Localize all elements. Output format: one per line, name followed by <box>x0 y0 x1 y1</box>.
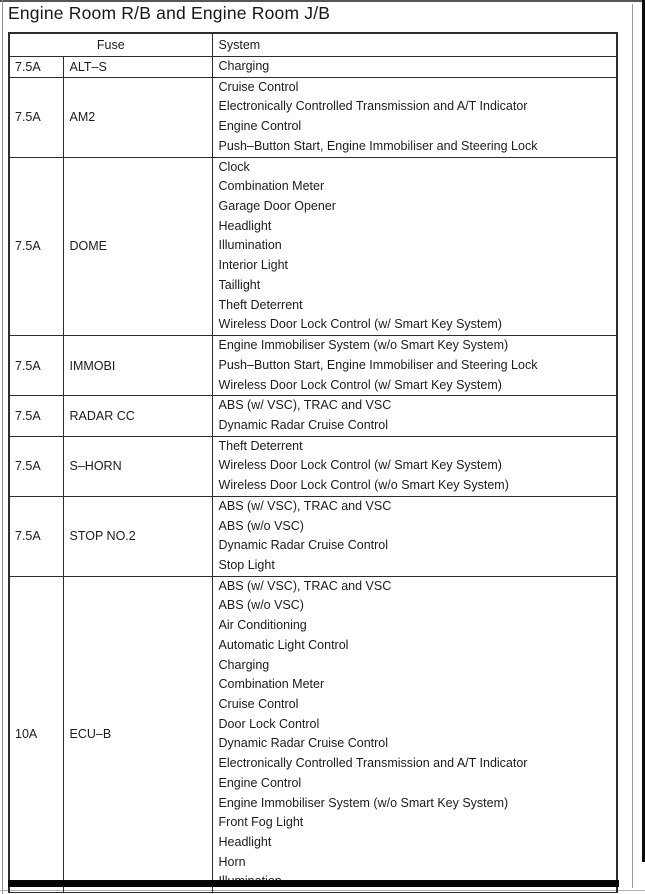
system-item: ABS (w/ VSC), TRAC and VSC <box>218 498 392 513</box>
system-item: Wireless Door Lock Control (w/ Smart Key System) <box>218 458 502 473</box>
system-cell <box>212 436 617 496</box>
fuse-name-cell: S–HORN <box>63 436 212 496</box>
system-cell <box>212 496 617 576</box>
system-item: Charging <box>218 59 270 73</box>
fuse-amp-cell: 7.5A <box>9 436 63 496</box>
table-row <box>9 576 617 893</box>
table-row <box>9 496 617 576</box>
table-row <box>9 396 617 436</box>
system-item: Wireless Door Lock Control (w/ Smart Key System) <box>218 377 502 392</box>
system-item: ABS (w/o VSC) <box>218 598 304 613</box>
system-item: Taillight <box>218 277 261 292</box>
system-item: Push–Button Start, Engine Immobiliser and Steering Lock <box>218 138 538 153</box>
fuse-table-header <box>9 33 617 57</box>
system-item: Clock <box>218 159 250 174</box>
table-row <box>9 157 617 335</box>
table-row <box>9 436 617 496</box>
system-item: Illumination <box>218 238 282 253</box>
system-cell <box>212 576 617 893</box>
system-item: Push–Button Start, Engine Immobiliser and Steering Lock <box>218 357 538 372</box>
system-item: Dynamic Radar Cruise Control <box>218 736 389 751</box>
column-header-fuse: Fuse <box>9 33 212 57</box>
system-cell <box>212 396 617 436</box>
system-item: Dynamic Radar Cruise Control <box>218 417 389 432</box>
system-item: Electronically Controlled Transmission and A/T Indicator <box>218 99 528 114</box>
system-item: Automatic Light Control <box>218 637 349 652</box>
fuse-amp-cell: 10A <box>9 576 63 893</box>
fuse-name-cell: ALT–S <box>63 57 212 78</box>
system-item: Engine Immobiliser System (w/o Smart Key System) <box>218 338 509 353</box>
page-title: Engine Room R/B and Engine Room J/B <box>8 3 331 23</box>
fuse-name-cell: IMMOBI <box>63 336 212 396</box>
fuse-name-cell: RADAR CC <box>63 396 212 436</box>
system-item: Cruise Control <box>218 79 299 94</box>
fuse-name-cell: STOP NO.2 <box>63 496 212 576</box>
table-row <box>9 336 617 396</box>
system-item: ABS (w/ VSC), TRAC and VSC <box>218 578 392 593</box>
system-item: Dynamic Radar Cruise Control <box>218 538 389 553</box>
system-item: Engine Control <box>218 775 302 790</box>
system-item: ABS (w/ VSC), TRAC and VSC <box>218 398 392 413</box>
fuse-amp-cell: 7.5A <box>9 396 63 436</box>
fuse-name-cell: AM2 <box>63 77 212 157</box>
system-item: Horn <box>218 854 246 869</box>
scan-edge-right-inner <box>632 4 633 888</box>
system-item: Theft Deterrent <box>218 297 303 312</box>
system-item: ABS (w/o VSC) <box>218 518 304 533</box>
column-header-system: System <box>212 33 617 57</box>
scan-edge-left <box>2 0 3 894</box>
system-cell <box>212 57 617 78</box>
system-item: Interior Light <box>218 258 288 273</box>
system-item: Combination Meter <box>218 179 325 194</box>
fuse-table-body <box>9 57 617 893</box>
system-item: Electronically Controlled Transmission and A/T Indicator <box>218 756 528 771</box>
system-item: Headlight <box>218 835 272 850</box>
table-row <box>9 57 617 78</box>
fuse-name-cell: DOME <box>63 157 212 335</box>
system-item: Door Lock Control <box>218 716 320 731</box>
system-item: Front Fog Light <box>218 815 304 830</box>
system-item: Engine Control <box>218 119 302 134</box>
system-item: Stop Light <box>218 557 275 572</box>
fuse-amp-cell: 7.5A <box>9 57 63 78</box>
system-item: Charging <box>218 657 270 672</box>
system-cell <box>212 157 617 335</box>
system-item: Wireless Door Lock Control (w/o Smart Key System) <box>218 478 509 493</box>
table-cutoff-bar <box>8 880 619 887</box>
system-item: Garage Door Opener <box>218 199 336 214</box>
system-cell <box>212 77 617 157</box>
system-item: Theft Deterrent <box>218 438 303 453</box>
fuse-amp-cell: 7.5A <box>9 157 63 335</box>
table-row <box>9 77 617 157</box>
system-item: Engine Immobiliser System (w/o Smart Key System) <box>218 795 509 810</box>
fuse-table <box>8 32 618 893</box>
system-item: Headlight <box>218 218 272 233</box>
system-item: Air Conditioning <box>218 618 307 633</box>
fuse-amp-cell: 7.5A <box>9 496 63 576</box>
system-item: Wireless Door Lock Control (w/ Smart Key System) <box>218 317 502 332</box>
fuse-name-cell: ECU–B <box>63 576 212 893</box>
fuse-amp-cell: 7.5A <box>9 336 63 396</box>
fuse-amp-cell: 7.5A <box>9 77 63 157</box>
scan-edge-top <box>0 0 645 2</box>
system-cell <box>212 336 617 396</box>
system-item: Cruise Control <box>218 697 299 711</box>
system-item: Combination Meter <box>218 677 325 692</box>
header-row <box>9 33 617 57</box>
